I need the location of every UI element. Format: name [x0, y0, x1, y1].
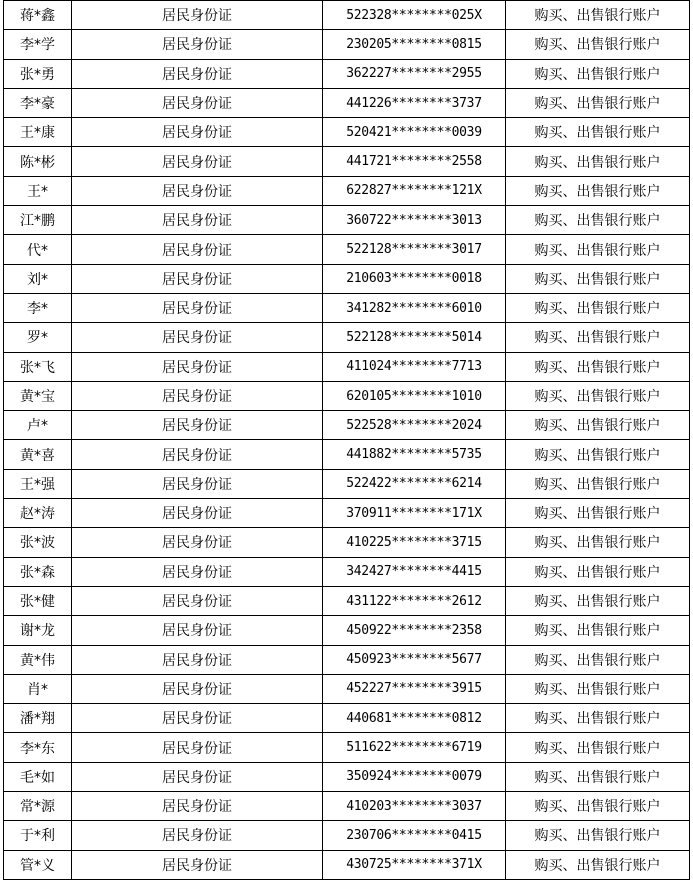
- table-row: [4, 850, 690, 879]
- cell-violation: 购买、出售银行账户: [506, 352, 690, 381]
- cell-id-type: 居民身份证: [72, 586, 323, 615]
- cell-id-type: 居民身份证: [72, 411, 323, 440]
- cell-name: 王*: [4, 176, 72, 205]
- cell-id-type: 居民身份证: [72, 323, 323, 352]
- cell-violation: 购买、出售银行账户: [506, 469, 690, 498]
- cell-violation: 购买、出售银行账户: [506, 821, 690, 850]
- cell-name: 王*康: [4, 118, 72, 147]
- cell-id-number: 230706********0415: [323, 821, 506, 850]
- cell-name: 陈*彬: [4, 147, 72, 176]
- cell-violation: 购买、出售银行账户: [506, 323, 690, 352]
- cell-id-number: 441226********3737: [323, 88, 506, 117]
- cell-violation: 购买、出售银行账户: [506, 557, 690, 586]
- cell-id-type: 居民身份证: [72, 176, 323, 205]
- table-row: [4, 616, 690, 645]
- cell-violation: 购买、出售银行账户: [506, 733, 690, 762]
- cell-violation: 购买、出售银行账户: [506, 499, 690, 528]
- table-row: [4, 88, 690, 117]
- cell-id-type: 居民身份证: [72, 821, 323, 850]
- cell-violation: 购买、出售银行账户: [506, 293, 690, 322]
- cell-id-type: 居民身份证: [72, 293, 323, 322]
- cell-id-number: 450922********2358: [323, 616, 506, 645]
- cell-id-number: 430725********371X: [323, 850, 506, 879]
- cell-id-number: 520421********0039: [323, 118, 506, 147]
- cell-id-number: 522128********5014: [323, 323, 506, 352]
- table-row: [4, 733, 690, 762]
- table-row: [4, 206, 690, 235]
- cell-name: 谢*龙: [4, 616, 72, 645]
- cell-violation: 购买、出售银行账户: [506, 704, 690, 733]
- cell-id-number: 370911********171X: [323, 499, 506, 528]
- cell-id-type: 居民身份证: [72, 733, 323, 762]
- cell-violation: 购买、出售银行账户: [506, 206, 690, 235]
- cell-violation: 购买、出售银行账户: [506, 616, 690, 645]
- cell-id-number: 360722********3013: [323, 206, 506, 235]
- cell-name: 罗*: [4, 323, 72, 352]
- cell-violation: 购买、出售银行账户: [506, 850, 690, 879]
- table-row: [4, 323, 690, 352]
- cell-id-number: 522422********6214: [323, 469, 506, 498]
- cell-name: 毛*如: [4, 762, 72, 791]
- cell-id-number: 341282********6010: [323, 293, 506, 322]
- cell-id-number: 410225********3715: [323, 528, 506, 557]
- cell-id-number: 210603********0018: [323, 264, 506, 293]
- cell-id-type: 居民身份证: [72, 88, 323, 117]
- table-row: [4, 59, 690, 88]
- cell-violation: 购买、出售银行账户: [506, 147, 690, 176]
- cell-id-number: 431122********2612: [323, 586, 506, 615]
- cell-id-number: 522128********3017: [323, 235, 506, 264]
- cell-name: 李*豪: [4, 88, 72, 117]
- cell-id-number: 441721********2558: [323, 147, 506, 176]
- cell-id-number: 362227********2955: [323, 59, 506, 88]
- cell-name: 李*: [4, 293, 72, 322]
- table-row: [4, 176, 690, 205]
- cell-id-type: 居民身份证: [72, 59, 323, 88]
- cell-name: 肖*: [4, 674, 72, 703]
- table-row: [4, 762, 690, 791]
- cell-id-type: 居民身份证: [72, 440, 323, 469]
- cell-violation: 购买、出售银行账户: [506, 176, 690, 205]
- cell-name: 卢*: [4, 411, 72, 440]
- cell-name: 潘*翔: [4, 704, 72, 733]
- cell-id-number: 511622********6719: [323, 733, 506, 762]
- cell-violation: 购买、出售银行账户: [506, 528, 690, 557]
- table-row: [4, 352, 690, 381]
- cell-name: 李*学: [4, 30, 72, 59]
- cell-violation: 购买、出售银行账户: [506, 762, 690, 791]
- table-row: [4, 792, 690, 821]
- cell-id-number: 522528********2024: [323, 411, 506, 440]
- table-row: [4, 821, 690, 850]
- table-row: [4, 674, 690, 703]
- table-row: [4, 440, 690, 469]
- cell-id-number: 522328********025X: [323, 1, 506, 30]
- cell-name: 黄*伟: [4, 645, 72, 674]
- cell-violation: 购买、出售银行账户: [506, 235, 690, 264]
- table-row: [4, 704, 690, 733]
- cell-id-number: 440681********0812: [323, 704, 506, 733]
- table-row: [4, 469, 690, 498]
- cell-violation: 购买、出售银行账户: [506, 264, 690, 293]
- cell-id-type: 居民身份证: [72, 264, 323, 293]
- table-row: [4, 381, 690, 410]
- cell-name: 张*波: [4, 528, 72, 557]
- cell-name: 刘*: [4, 264, 72, 293]
- table-row: [4, 586, 690, 615]
- cell-name: 张*飞: [4, 352, 72, 381]
- cell-name: 常*源: [4, 792, 72, 821]
- cell-name: 代*: [4, 235, 72, 264]
- cell-id-type: 居民身份证: [72, 528, 323, 557]
- cell-id-type: 居民身份证: [72, 645, 323, 674]
- table-row: [4, 499, 690, 528]
- cell-id-number: 342427********4415: [323, 557, 506, 586]
- cell-id-type: 居民身份证: [72, 762, 323, 791]
- cell-name: 黄*宝: [4, 381, 72, 410]
- cell-violation: 购买、出售银行账户: [506, 1, 690, 30]
- cell-id-number: 410203********3037: [323, 792, 506, 821]
- cell-name: 张*森: [4, 557, 72, 586]
- table-row: [4, 557, 690, 586]
- cell-id-number: 441882********5735: [323, 440, 506, 469]
- cell-id-type: 居民身份证: [72, 206, 323, 235]
- cell-id-number: 452227********3915: [323, 674, 506, 703]
- cell-id-type: 居民身份证: [72, 499, 323, 528]
- cell-violation: 购买、出售银行账户: [506, 381, 690, 410]
- cell-id-type: 居民身份证: [72, 352, 323, 381]
- table-row: [4, 118, 690, 147]
- cell-id-type: 居民身份证: [72, 381, 323, 410]
- cell-violation: 购买、出售银行账户: [506, 411, 690, 440]
- records-table: [3, 0, 690, 880]
- cell-violation: 购买、出售银行账户: [506, 792, 690, 821]
- cell-name: 张*健: [4, 586, 72, 615]
- cell-id-type: 居民身份证: [72, 30, 323, 59]
- cell-id-number: 622827********121X: [323, 176, 506, 205]
- cell-violation: 购买、出售银行账户: [506, 59, 690, 88]
- cell-violation: 购买、出售银行账户: [506, 88, 690, 117]
- cell-id-type: 居民身份证: [72, 118, 323, 147]
- cell-id-number: 411024********7713: [323, 352, 506, 381]
- cell-id-number: 230205********0815: [323, 30, 506, 59]
- table-row: [4, 147, 690, 176]
- table-row: [4, 293, 690, 322]
- cell-id-type: 居民身份证: [72, 1, 323, 30]
- table-row: [4, 264, 690, 293]
- cell-violation: 购买、出售银行账户: [506, 118, 690, 147]
- cell-id-type: 居民身份证: [72, 704, 323, 733]
- cell-violation: 购买、出售银行账户: [506, 645, 690, 674]
- table-row: [4, 528, 690, 557]
- cell-id-type: 居民身份证: [72, 792, 323, 821]
- cell-name: 管*义: [4, 850, 72, 879]
- cell-id-type: 居民身份证: [72, 557, 323, 586]
- cell-id-number: 620105********1010: [323, 381, 506, 410]
- cell-id-type: 居民身份证: [72, 674, 323, 703]
- table-row: [4, 411, 690, 440]
- records-table-body: [4, 1, 690, 880]
- cell-id-type: 居民身份证: [72, 235, 323, 264]
- cell-id-type: 居民身份证: [72, 850, 323, 879]
- cell-violation: 购买、出售银行账户: [506, 440, 690, 469]
- cell-id-type: 居民身份证: [72, 469, 323, 498]
- cell-violation: 购买、出售银行账户: [506, 30, 690, 59]
- cell-id-type: 居民身份证: [72, 147, 323, 176]
- cell-name: 张*勇: [4, 59, 72, 88]
- cell-violation: 购买、出售银行账户: [506, 586, 690, 615]
- cell-id-number: 450923********5677: [323, 645, 506, 674]
- table-row: [4, 1, 690, 30]
- table-row: [4, 30, 690, 59]
- cell-violation: 购买、出售银行账户: [506, 674, 690, 703]
- table-row: [4, 235, 690, 264]
- cell-name: 蒋*鑫: [4, 1, 72, 30]
- cell-name: 王*强: [4, 469, 72, 498]
- cell-name: 于*利: [4, 821, 72, 850]
- cell-name: 李*东: [4, 733, 72, 762]
- cell-name: 黄*喜: [4, 440, 72, 469]
- table-row: [4, 645, 690, 674]
- cell-name: 江*鹏: [4, 206, 72, 235]
- cell-id-number: 350924********0079: [323, 762, 506, 791]
- cell-id-type: 居民身份证: [72, 616, 323, 645]
- cell-name: 赵*涛: [4, 499, 72, 528]
